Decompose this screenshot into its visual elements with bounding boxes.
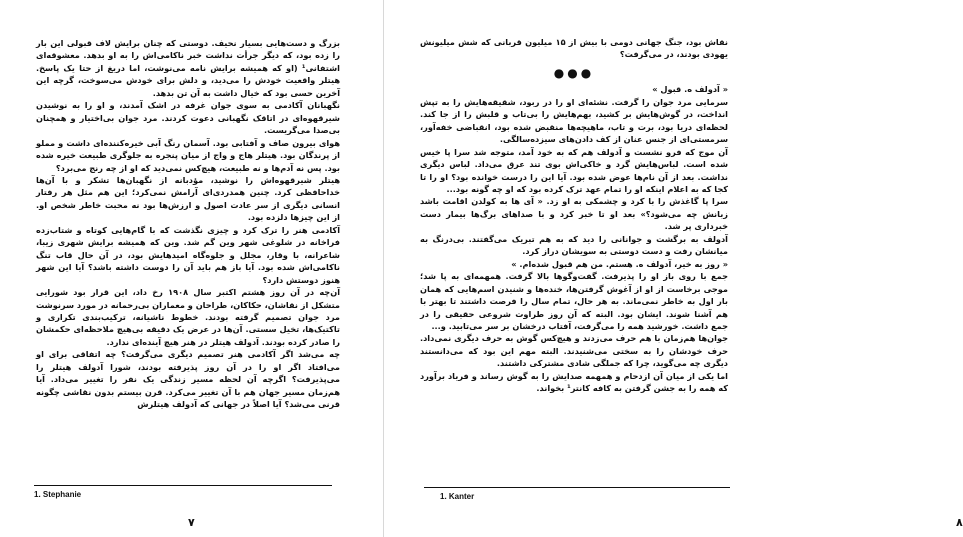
section-separator: ●●● (553, 65, 595, 80)
left-paragraph-7: چه می‌شد اگر آکادمی هنر تصمیم دیگری می‌گرفت؟ چه اتفاقی برای او می‌افتاد اگر او را در آن روز پذیرفته بودند، شورا آدولف هیتلر را می‌پذیرفت؟ اگرچه آن لحظه مسیر زندگی یک نفر را تغییر می‌داد. آیا هم‌زمان مسیر جهان هم با آن تغییر می‌کرد. قرن بیستم بدون نقاشی چگونه قرنی می‌شد؟ آیا اصلاً در جهانی که آدولف هیتلرش (36, 349, 340, 410)
left-page-number: ۷ (188, 516, 195, 529)
right-footnote-rule (424, 487, 730, 488)
right-paragraph-3: سرمایی مرد جوان را گرفت. نشئه‌ای او را در ربود، شقیقه‌هایش را به تپش انداخت، در گوش‌هایش بر کشید، بهم‌هایش را بی‌تاب و قلبش را از جا کند. لحظه‌ای دریا بود، برت و تاب، ماهیچه‌ها منقبض شده بود، انقباضی خفه‌آور، سرمستی‌ای از جنس عنان از کف دادن‌های سیزده‌سالگی. (420, 96, 728, 145)
right-paragraph-7: « روز به خیر، آدولف ه. هستم. من هم قبول شده‌ام. » (511, 258, 728, 269)
left-paragraph-3: هوای بیرون صاف و آفتابی بود. آسمان رنگ آبی خیره‌کننده‌ای داشت و مملو از پرندگان بود. هیتلر هاج و واج از میان پنجره به جلوگری طبیعت خیره شده بود. پس نه آدم‌ها و نه طبیعت، هیچ‌کس نمی‌دید که او از چه رنج می‌برد؟ (36, 137, 340, 173)
right-paragraph-9: جوان‌ها هم‌زمان با هم حرف می‌زدند و هیچ‌کس گوش به حرف دیگری نمی‌داد. حرف خودشان را به سختی می‌شنیدند. البته مهم این بود که می‌دانستند دیگری چه می‌گوید، چرا که جملگی شادی مشترکی داشتند. (420, 333, 728, 369)
left-footnote: 1. Stephanie (34, 490, 82, 499)
right-paragraph-1: نقاش بود، جنگ جهانی دومی با بیش از ۱۵ میلیون قربانی که شش میلیونش یهودی بودند، در می‌گرفت؟ (420, 37, 728, 60)
left-paragraph-6: آن‌چه در آن روز هشتم اکتبر سال ۱۹۰۸ رخ داد، این قرار بود شورایی متشکل از نقاشان، حکاکان، طراحان و معماران بی‌رحمانه در مورد سرنوشت مرد جوان تصمیم گرفته بودند. خطوط ناشیانه، ترکیب‌بندی تکراری و تاکتیک‌ها، تخیل سستی. آن‌ها در عرض یک دقیقه بی‌هیچ ملاحظه‌ای حکمشان را صادر کرده بودند. آدولف هیتلر در هنر هیچ آینده‌ای ندارد. (36, 287, 340, 347)
left-page (0, 0, 384, 537)
left-paragraph-4: هیتلر شیرقهوه‌اش را نوشید، مؤدبانه از نگهبان‌ها تشکر و با آن‌ها خداحافظی کرد. چنین همدردی‌ای آرامش نمی‌کرد؛ این هم مثل هر رفتار انسانی دیگری از سر عادت اصول و ارزش‌ها بود نه محبت خاطر شخص او. از این چیزها دلزده بود. (36, 174, 340, 223)
left-paragraph-5: آکادمی هنر را ترک کرد و چیزی نگذشت که با گام‌هایی کوتاه و شتاب‌زده فراخانه در شلوغی شهر وین گم شد. وین که همیشه برایش شهری زیبا، شاعرانه، با وقار، مجلل و جلوه‌گاه امیدهایش بود، در آن حال قاب تنگ ناکامی‌اش شده بود. آیا باز هم باید آن را دوست داشته باشد؟ آیا این شهر هنوز دوستش دارد؟ (36, 224, 340, 285)
left-footnote-rule (34, 485, 332, 486)
left-page-body (36, 37, 340, 411)
right-paragraph-8: جمع با روی باز او را پذیرفت. گفت‌وگوها بالا گرفت. همهمه‌ای به پا شد؛ موجی برخاست از او از آغوش گرفتن‌ها، خنده‌ها و شنیدن اسم‌هایی که همان بار اول به خاطر نمی‌ماند. به هر حال، تمام سال را فرصت داشتند تا بهتر با هم آشنا شوند. ایشان بود. البته که آن روز طراوت شروعی حقیقی را در جمع داشت. خورشید همه را می‌گرفت، آفتاب درخشان بر سر می‌تابید. و... (420, 271, 728, 331)
right-paragraph-2: « آدولف ه. قبول » (652, 84, 728, 95)
right-paragraph-10: اما یکی از میان آن ازدحام و همهمه صدایش را به گوش رساند و فریاد برآورد که همه را به جشن گرفتن به کافه کانتر¹ بخواند. (420, 370, 728, 394)
left-paragraph-2: نگهبانان آکادمی به سوی جوان غرفه در اشک آمدند، و او را به نوشیدن شیرقهوه‌ای در اتاقک نگهبانی دعوت کردند. مرد جوان بی‌اختیار و همچنان بی‌صدا می‌گریست. (36, 100, 340, 136)
right-page-body (420, 36, 728, 395)
right-paragraph-5: سرا پا گاغذش را با کرد و چشمکی به او زد. « آی ها به کولدن اقامت باشد زبانش چه می‌شود؟» بعد او تا خبر کرد و با صداهای برگ‌ها بیمار دست خبرداری پر شد. (420, 196, 728, 232)
right-page-number: ۸ (956, 516, 963, 529)
right-paragraph-4: آن موج که فرو نشست و آدولف هم که به خود آمد، متوجه شد سرا پا خیس شده است. لباس‌هایش گرد و خاکی‌اش بوی تند عرق می‌داد. لباس دیگری نداشت. بعد از آن نام‌ها عوض شده بود. آیا این را درست خوانده بود؟ او را تا کجا که به اعلام اینکه او را تمام عهد ترک کرده بود که او چه گونه بود... (420, 146, 728, 194)
right-paragraph-6: آدولف به برگشت و جوانانی را دید که به هم تبریک می‌گفتند. بی‌درنگ به میانشان رفت و دست دوستی به سویشان دراز کرد. (420, 233, 728, 257)
left-paragraph-1: بزرگ و دست‌هایی بسیار نحیف. دوستی که چنان برایش لاف قبولی این بار را زده بود، که دیگر جرأت نداشت خبر ناکامی‌اش را به او بدهد. معشوقه‌ای اشتفانی¹ (او که همیشه برایش نامه می‌نوشت، اما دریغ از حتا یک پاسخ. هیتلر واقعیت خودش را می‌دید، و دلش برای خودش می‌سوخت، گرچه این آخرین حسی بود که خیال داشت به آن تن بدهد. (36, 38, 340, 98)
right-footnote: 1. Kanter (440, 492, 475, 501)
right-page (384, 0, 963, 537)
